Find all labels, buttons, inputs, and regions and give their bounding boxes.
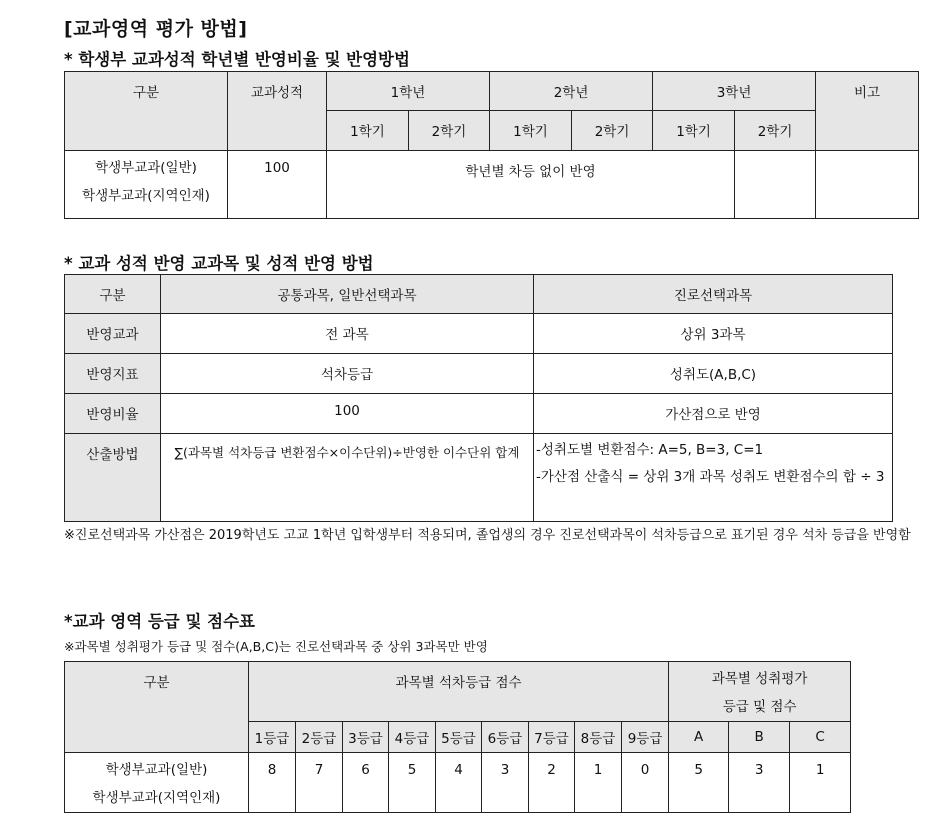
header-category: 구분 (65, 72, 228, 151)
achievement-grade-b: B (729, 722, 790, 753)
header-grades: 교과성적 (228, 72, 327, 151)
rank-grade-2: 2등급 (296, 722, 343, 753)
row-label-subjects: 반영교과 (65, 314, 161, 354)
page-title: [교과영역 평가 방법] (64, 18, 248, 40)
achievement-grade-a: A (669, 722, 729, 753)
rank-grade-3: 3등급 (343, 722, 389, 753)
row-category (65, 151, 228, 219)
common-subjects: 전 과목 (161, 314, 534, 354)
career-subjects: 상위 3과목 (534, 314, 893, 354)
rank-score-9: 0 (622, 753, 669, 813)
header-category: 구분 (65, 275, 161, 314)
row-label-ratio: 반영비율 (65, 394, 161, 434)
row-category (65, 753, 249, 813)
career-calc-formula: -가산점 산출식 = 상위 3개 과목 성취도 변환점수의 합 ÷ 3 (536, 469, 885, 485)
rank-score-1: 8 (249, 753, 296, 813)
header-y1-sem1: 1학기 (327, 111, 409, 151)
common-calc-formula: ∑(과목별 석차등급 변환점수×이수단위)÷반영한 이수단위 합계 (161, 434, 534, 522)
header-achievement-line2: 등급 및 점수 (722, 699, 797, 715)
achievement-score-c: 1 (790, 753, 851, 813)
achievement-score-b: 3 (729, 753, 790, 813)
grade-score-table (64, 661, 851, 813)
row-empty-cell (735, 151, 816, 219)
header-year3: 3학년 (653, 72, 816, 111)
header-remarks: 비고 (816, 72, 919, 151)
rank-grade-8: 8등급 (575, 722, 622, 753)
career-calc (534, 434, 893, 522)
category-regional: 학생부교과(지역인재) (92, 790, 221, 806)
rank-grade-6: 6등급 (482, 722, 529, 753)
header-y3-sem1: 1학기 (653, 111, 735, 151)
section2-note: ※진로선택과목 가산점은 2019학년도 고교 1학년 입학생부터 적용되며, 졸업생의 경우 진로선택과목이 석차등급으로 표기된 경우 석차 등급을 반영함 (64, 528, 911, 543)
header-career: 진로선택과목 (534, 275, 893, 314)
career-calc-conversion: -성취도별 변환점수: A=5, B=3, C=1 (536, 442, 764, 458)
header-common: 공통과목, 일반선택과목 (161, 275, 534, 314)
category-regional: 학생부교과(지역인재) (82, 188, 210, 204)
header-y2-sem1: 1학기 (490, 111, 572, 151)
common-indicator: 석차등급 (161, 354, 534, 394)
header-year1: 1학년 (327, 72, 490, 111)
achievement-grade-c: C (790, 722, 851, 753)
rank-score-2: 7 (296, 753, 343, 813)
header-achievement (669, 662, 851, 722)
rank-score-6: 3 (482, 753, 529, 813)
rank-score-3: 6 (343, 753, 389, 813)
row-label-indicator: 반영지표 (65, 354, 161, 394)
header-y1-sem2: 2학기 (409, 111, 490, 151)
section3-note: ※과목별 성취평가 등급 및 점수(A,B,C)는 진로선택과목 중 상위 3과목만 반영 (64, 639, 488, 654)
row-grades: 100 (228, 151, 327, 219)
yearly-ratio-table (64, 71, 919, 219)
header-year2: 2학년 (490, 72, 653, 111)
rank-score-7: 2 (529, 753, 575, 813)
header-rank-scores: 과목별 석차등급 점수 (249, 662, 669, 722)
rank-grade-5: 5등급 (436, 722, 482, 753)
header-y3-sem2: 2학기 (735, 111, 816, 151)
header-achievement-line1: 과목별 성취평가 (711, 671, 808, 687)
career-ratio: 가산점으로 반영 (534, 394, 893, 434)
category-general: 학생부교과(일반) (105, 762, 208, 778)
common-ratio: 100 (161, 394, 534, 434)
row-remarks (816, 151, 919, 219)
row-reflection: 학년별 차등 없이 반영 (327, 151, 735, 219)
achievement-score-a: 5 (669, 753, 729, 813)
header-y2-sem2: 2학기 (572, 111, 653, 151)
rank-score-4: 5 (389, 753, 436, 813)
row-label-calc: 산출방법 (65, 434, 161, 522)
rank-grade-7: 7등급 (529, 722, 575, 753)
rank-grade-9: 9등급 (622, 722, 669, 753)
header-category: 구분 (65, 662, 249, 753)
section3-heading: *교과 영역 등급 및 점수표 (64, 612, 255, 631)
category-general: 학생부교과(일반) (95, 160, 197, 176)
section2-heading: * 교과 성적 반영 교과목 및 성적 반영 방법 (64, 254, 374, 273)
career-indicator: 성취도(A,B,C) (534, 354, 893, 394)
rank-score-8: 1 (575, 753, 622, 813)
subject-method-table (64, 274, 893, 522)
rank-grade-4: 4등급 (389, 722, 436, 753)
rank-grade-1: 1등급 (249, 722, 296, 753)
rank-score-5: 4 (436, 753, 482, 813)
section1-heading: * 학생부 교과성적 학년별 반영비율 및 반영방법 (64, 50, 410, 69)
